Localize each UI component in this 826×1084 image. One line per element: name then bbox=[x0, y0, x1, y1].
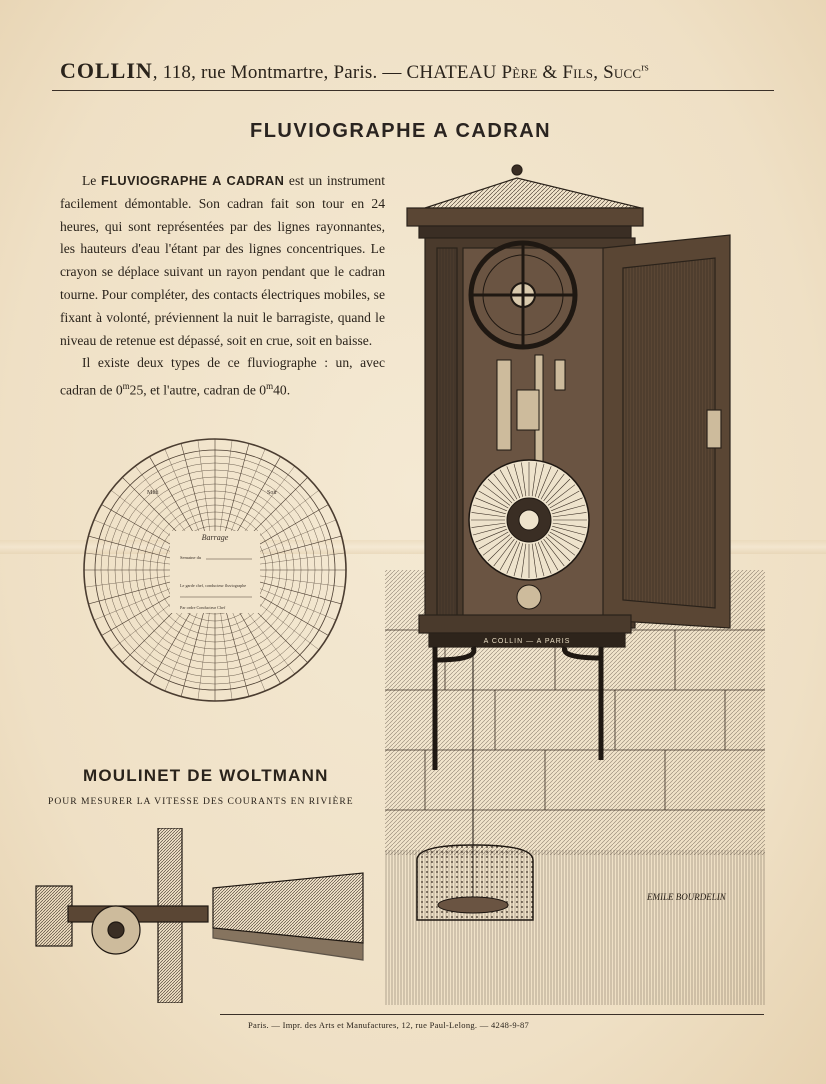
moulinet-subtitle: POUR MESURER LA VITESSE DES COURANTS EN RIVIÈRE bbox=[48, 796, 354, 807]
intro-p2-sup1: m bbox=[122, 381, 130, 392]
intro-paragraph-1 bbox=[60, 170, 385, 352]
intro-body: est un instrument facilement démontable. Son cadran fait son tour en 24 heures, qui sont représentées par des lignes rayonnantes, les hauteurs d'eau l'étant par des lignes concentriques. Le crayon se déplace suivant un rayon pendant que le cadran tourne. Pour compléter, des contacts électriques mobiles, se fixant à volonté, préviennent la nuit le barragiste, quand le niveau de retenue est dépassé, soit en crue, soit en baisse. bbox=[60, 173, 385, 348]
moulinet-title: MOULINET DE WOLTMANN bbox=[83, 766, 329, 785]
engraver-signature: EMILE BOURDELIN bbox=[647, 892, 726, 902]
page-title: FLUVIOGRAPHE A CADRAN bbox=[250, 120, 552, 142]
dial-ray bbox=[226, 449, 265, 542]
dial-ray bbox=[198, 600, 211, 700]
dial-line-1: Semaine du bbox=[180, 555, 202, 560]
dial-label-left: Midi bbox=[147, 490, 159, 496]
brand-name: COLLIN bbox=[60, 58, 153, 83]
dial-line-2: Le garde chef, conducteur fluviographe bbox=[180, 583, 247, 588]
cabinet-roof bbox=[407, 165, 643, 238]
flywheel bbox=[471, 243, 575, 347]
header-rule bbox=[52, 90, 774, 91]
header bbox=[60, 58, 774, 84]
header-address: , 118, rue Montmartre, Paris. — bbox=[152, 62, 407, 83]
intro-p2-a: Il existe deux types de ce fluviographe : un, avec cadran de 0 bbox=[60, 355, 385, 398]
footer-rule bbox=[220, 1014, 764, 1015]
dial-line-3: Par ordre Conducteur Chef bbox=[180, 605, 226, 610]
dial-ray bbox=[219, 600, 232, 700]
intro-text bbox=[60, 170, 385, 403]
dial-label-right: Soir bbox=[267, 490, 278, 496]
dial-ray bbox=[219, 440, 232, 540]
dial-ray bbox=[150, 457, 201, 544]
intro-paragraph-2 bbox=[60, 352, 385, 402]
woltmann-current-meter-illustration bbox=[28, 828, 378, 1003]
dial-ray bbox=[230, 457, 281, 544]
successor-suffix: Père & Fils, Succ bbox=[496, 62, 642, 83]
intro-bold: FLUVIOGRAPHE A CADRAN bbox=[100, 173, 285, 188]
intro-p2-sup2: m bbox=[266, 381, 274, 392]
counter-box bbox=[36, 886, 72, 946]
cabinet-base bbox=[419, 615, 631, 647]
successor-name: CHATEAU bbox=[406, 62, 497, 83]
dial-label-top: Barrage bbox=[201, 533, 229, 542]
intro-lead: Le bbox=[82, 173, 101, 188]
dial-ray bbox=[198, 440, 211, 540]
cabinet-door bbox=[603, 235, 730, 628]
fluviographe-cabinet-illustration bbox=[385, 160, 765, 1010]
intro-p2-c: 40. bbox=[273, 382, 291, 398]
dial-ray bbox=[165, 449, 204, 542]
intro-p2-b: 25, et l'autre, cadran de 0 bbox=[129, 382, 267, 398]
successor-sup: rs bbox=[641, 62, 649, 74]
dial-chart-illustration bbox=[82, 437, 348, 703]
cabinet-plate: A COLLIN — A PARIS bbox=[483, 638, 571, 645]
printer-footer: Paris. — Impr. des Arts et Manufactures, 12, rue Paul-Lelong. — 4248-9-87 bbox=[248, 1020, 530, 1030]
